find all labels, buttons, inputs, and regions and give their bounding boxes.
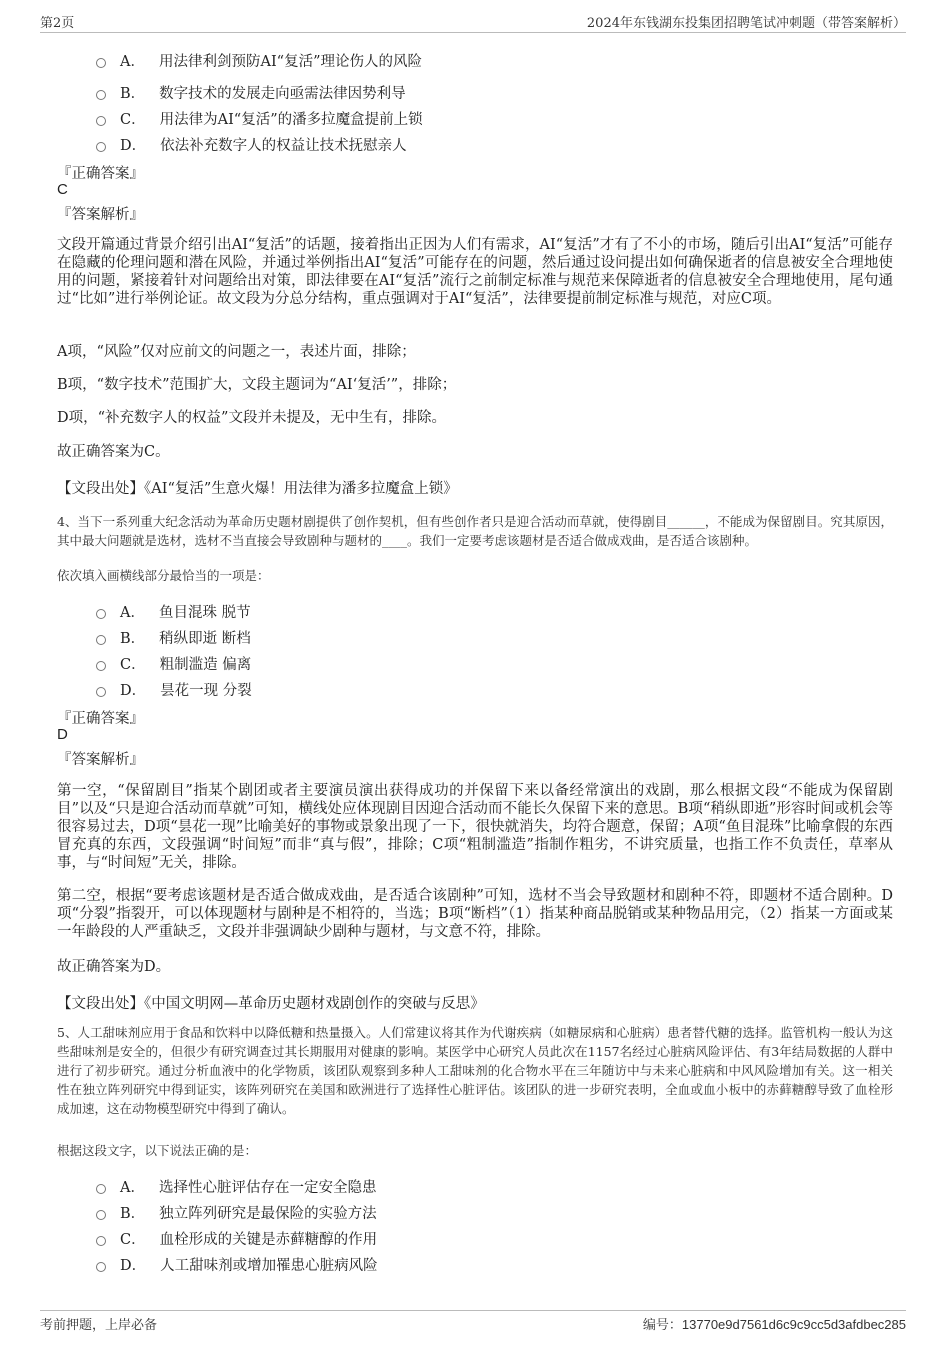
radio-icon[interactable] bbox=[96, 661, 106, 671]
q3-analysis-label: 『答案解析』 bbox=[57, 207, 144, 223]
radio-icon[interactable] bbox=[96, 58, 106, 68]
radio-icon[interactable] bbox=[96, 116, 106, 126]
q4-prompt: 依次填入画横线部分最恰当的一项是： bbox=[57, 568, 270, 583]
page-number: 第2页 bbox=[40, 16, 75, 31]
q4-analysis-label: 『答案解析』 bbox=[57, 752, 144, 768]
q3-option-a[interactable]: A． 用法律利剑预防AI“复活”理论伤人的风险 bbox=[96, 50, 422, 71]
q4-option-d[interactable]: D． 昙花一现 分裂 bbox=[96, 679, 252, 700]
q3-option-d[interactable]: D． 依法补充数字人的权益让技术抚慰亲人 bbox=[96, 134, 407, 155]
radio-icon[interactable] bbox=[96, 142, 106, 152]
q5-option-a[interactable]: A． 选择性心脏评估存在一定安全隐患 bbox=[96, 1176, 376, 1197]
q3-analysis-a: A项，“风险”仅对应前文的问题之一，表述片面，排除； bbox=[57, 344, 416, 360]
q3-answer: C bbox=[57, 181, 68, 198]
radio-icon[interactable] bbox=[96, 1236, 106, 1246]
q3-option-c[interactable]: C． 用法律为AI“复活”的潘多拉魔盒提前上锁 bbox=[96, 108, 423, 129]
q4-conclusion: 故正确答案为D。 bbox=[57, 959, 171, 975]
radio-icon[interactable] bbox=[96, 1184, 106, 1194]
q4-analysis-first-blank: 第一空，“保留剧目”指某个剧团或者主要演员演出获得成功的并保留下来以备经常演出的戏剧，那么根据文段“不能成为保留剧目”以及“只是迎合活动而草就”可知，横线处应体现剧目因迎合活动而不能长久保留下来的意思。B项“稍纵即逝”形容时间或机会等很容易过去，D项“昙花一现”比喻美好的事物或景象出现了一下，很快就消失，均符合题意，保留；A项“鱼目混珠”比喻拿假的东西冒充真的东西，文段强调“时间短”而非“真与假”，排除；C项“粗制滥造”指制作粗劣，不讲究质量，也指工作不负责任，草率从事，与“时间短”无关，排除。 bbox=[57, 783, 893, 871]
q4-question: 4、当下一系列重大纪念活动为革命历史题材剧提供了创作契机，但有些创作者只是迎合活动而草就，使得剧目______，不能成为保留剧目。究其原因，其中最大问题就是选材，选材不当直接会导致剧种与题材的____。我们一定要考虑该题材是否适合做成戏曲，是否适合该剧种。 bbox=[57, 514, 893, 548]
radio-icon[interactable] bbox=[96, 609, 106, 619]
q3-source: 【文段出处】《AI“复活”生意火爆！用法律为潘多拉魔盒上锁》 bbox=[57, 481, 458, 497]
radio-icon[interactable] bbox=[96, 635, 106, 645]
q3-analysis-main: 文段开篇通过背景介绍引出AI“复活”的话题，接着指出正因为人们有需求，AI“复活”才有了不小的市场，随后引出AI“复活”可能存在隐藏的伦理问题和潜在风险，并通过举例指出AI“复活”可能存在的问题，然后通过设问提出如何确保逝者的信息被安全合理地使用的问题，紧接着针对问题给出对策，即法律要在AI“复活”流行之前制定标准与规范来保障逝者的信息被安全合理地使用，尾句通过“比如”进行举例论证。故文段为分总分结构，重点强调对于AI“复活”，法律要提前制定标准与规范，对应C项。 bbox=[57, 237, 893, 307]
q4-answer: D bbox=[57, 726, 68, 743]
q3-analysis-d: D项，“补充数字人的权益”文段并未提及，无中生有，排除。 bbox=[57, 410, 446, 426]
q5-prompt: 根据这段文字，以下说法正确的是： bbox=[57, 1143, 258, 1158]
document-title: 2024年东钱湖东投集团招聘笔试冲刺题（带答案解析） bbox=[586, 16, 906, 31]
q4-option-c[interactable]: C． 粗制滥造 偏离 bbox=[96, 653, 251, 674]
radio-icon[interactable] bbox=[96, 687, 106, 697]
q4-option-a[interactable]: A． 鱼目混珠 脱节 bbox=[96, 601, 251, 622]
q5-option-d[interactable]: D． 人工甜味剂或增加罹患心脏病风险 bbox=[96, 1254, 378, 1275]
footer-slogan: 考前押题，上岸必备 bbox=[40, 1318, 158, 1333]
q3-analysis-b: B项，“数字技术”范围扩大，文段主题词为“AI‘复活’”，排除； bbox=[57, 377, 457, 393]
q4-source: 【文段出处】《中国文明网—革命历史题材戏剧创作的突破与反思》 bbox=[57, 996, 485, 1012]
q4-option-b[interactable]: B． 稍纵即逝 断档 bbox=[96, 627, 251, 648]
q5-option-c[interactable]: C． 血栓形成的关键是赤藓糖醇的作用 bbox=[96, 1228, 377, 1249]
document-code: 编号：13770e9d7561d6c9c9cc5d3afdbec285 bbox=[642, 1317, 906, 1333]
q5-question: 5、人工甜味剂应用于食品和饮料中以降低糖和热量摄入。人们常建议将其作为代谢疾病（如糖尿病和心脏病）患者替代糖的选择。监管机构一般认为这些甜味剂是安全的，但很少有研究调查过其长期服用对健康的影响。某医学中心研究人员此次在1157名经过心脏病风险评估、有3年结局数据的人群中进行了初步研究。通过分析血液中的化学物质，该团队观察到多种人工甜味剂的化合物水平在三年随访中与未来心脏病和中风风险增加有关。这一相关性在独立阵列研究中得到证实，该阵列研究在美国和欧洲进行了选择性心脏评估。该团队的进一步研究表明，全血或血小板中的赤藓糖醇导致了血栓形成加速，这在动物模型研究中得到了确认。 bbox=[57, 1025, 893, 1116]
radio-icon[interactable] bbox=[96, 1262, 106, 1272]
page-footer bbox=[40, 1310, 906, 1333]
page-header bbox=[40, 12, 906, 33]
q3-option-b[interactable]: B． 数字技术的发展走向亟需法律因势利导 bbox=[96, 82, 406, 103]
radio-icon[interactable] bbox=[96, 1210, 106, 1220]
q4-answer-label: 『正确答案』 bbox=[57, 711, 144, 727]
radio-icon[interactable] bbox=[96, 90, 106, 100]
q3-answer-label: 『正确答案』 bbox=[57, 166, 144, 182]
q4-analysis-second-blank: 第二空，根据“要考虑该题材是否适合做成戏曲，是否适合该剧种”可知，选材不当会导致题材和剧种不符，即题材不适合剧种。D项“分裂”指裂开，可以体现题材与剧种是不相符的，当选；B项“断档”（1）指某种商品脱销或某种物品用完，（2）指某一方面或某一年龄段的人严重缺乏，文段并非强调缺少剧种与题材，与文意不符，排除。 bbox=[57, 888, 893, 940]
q5-option-b[interactable]: B． 独立阵列研究是最保险的实验方法 bbox=[96, 1202, 377, 1223]
q3-conclusion: 故正确答案为C。 bbox=[57, 444, 170, 460]
